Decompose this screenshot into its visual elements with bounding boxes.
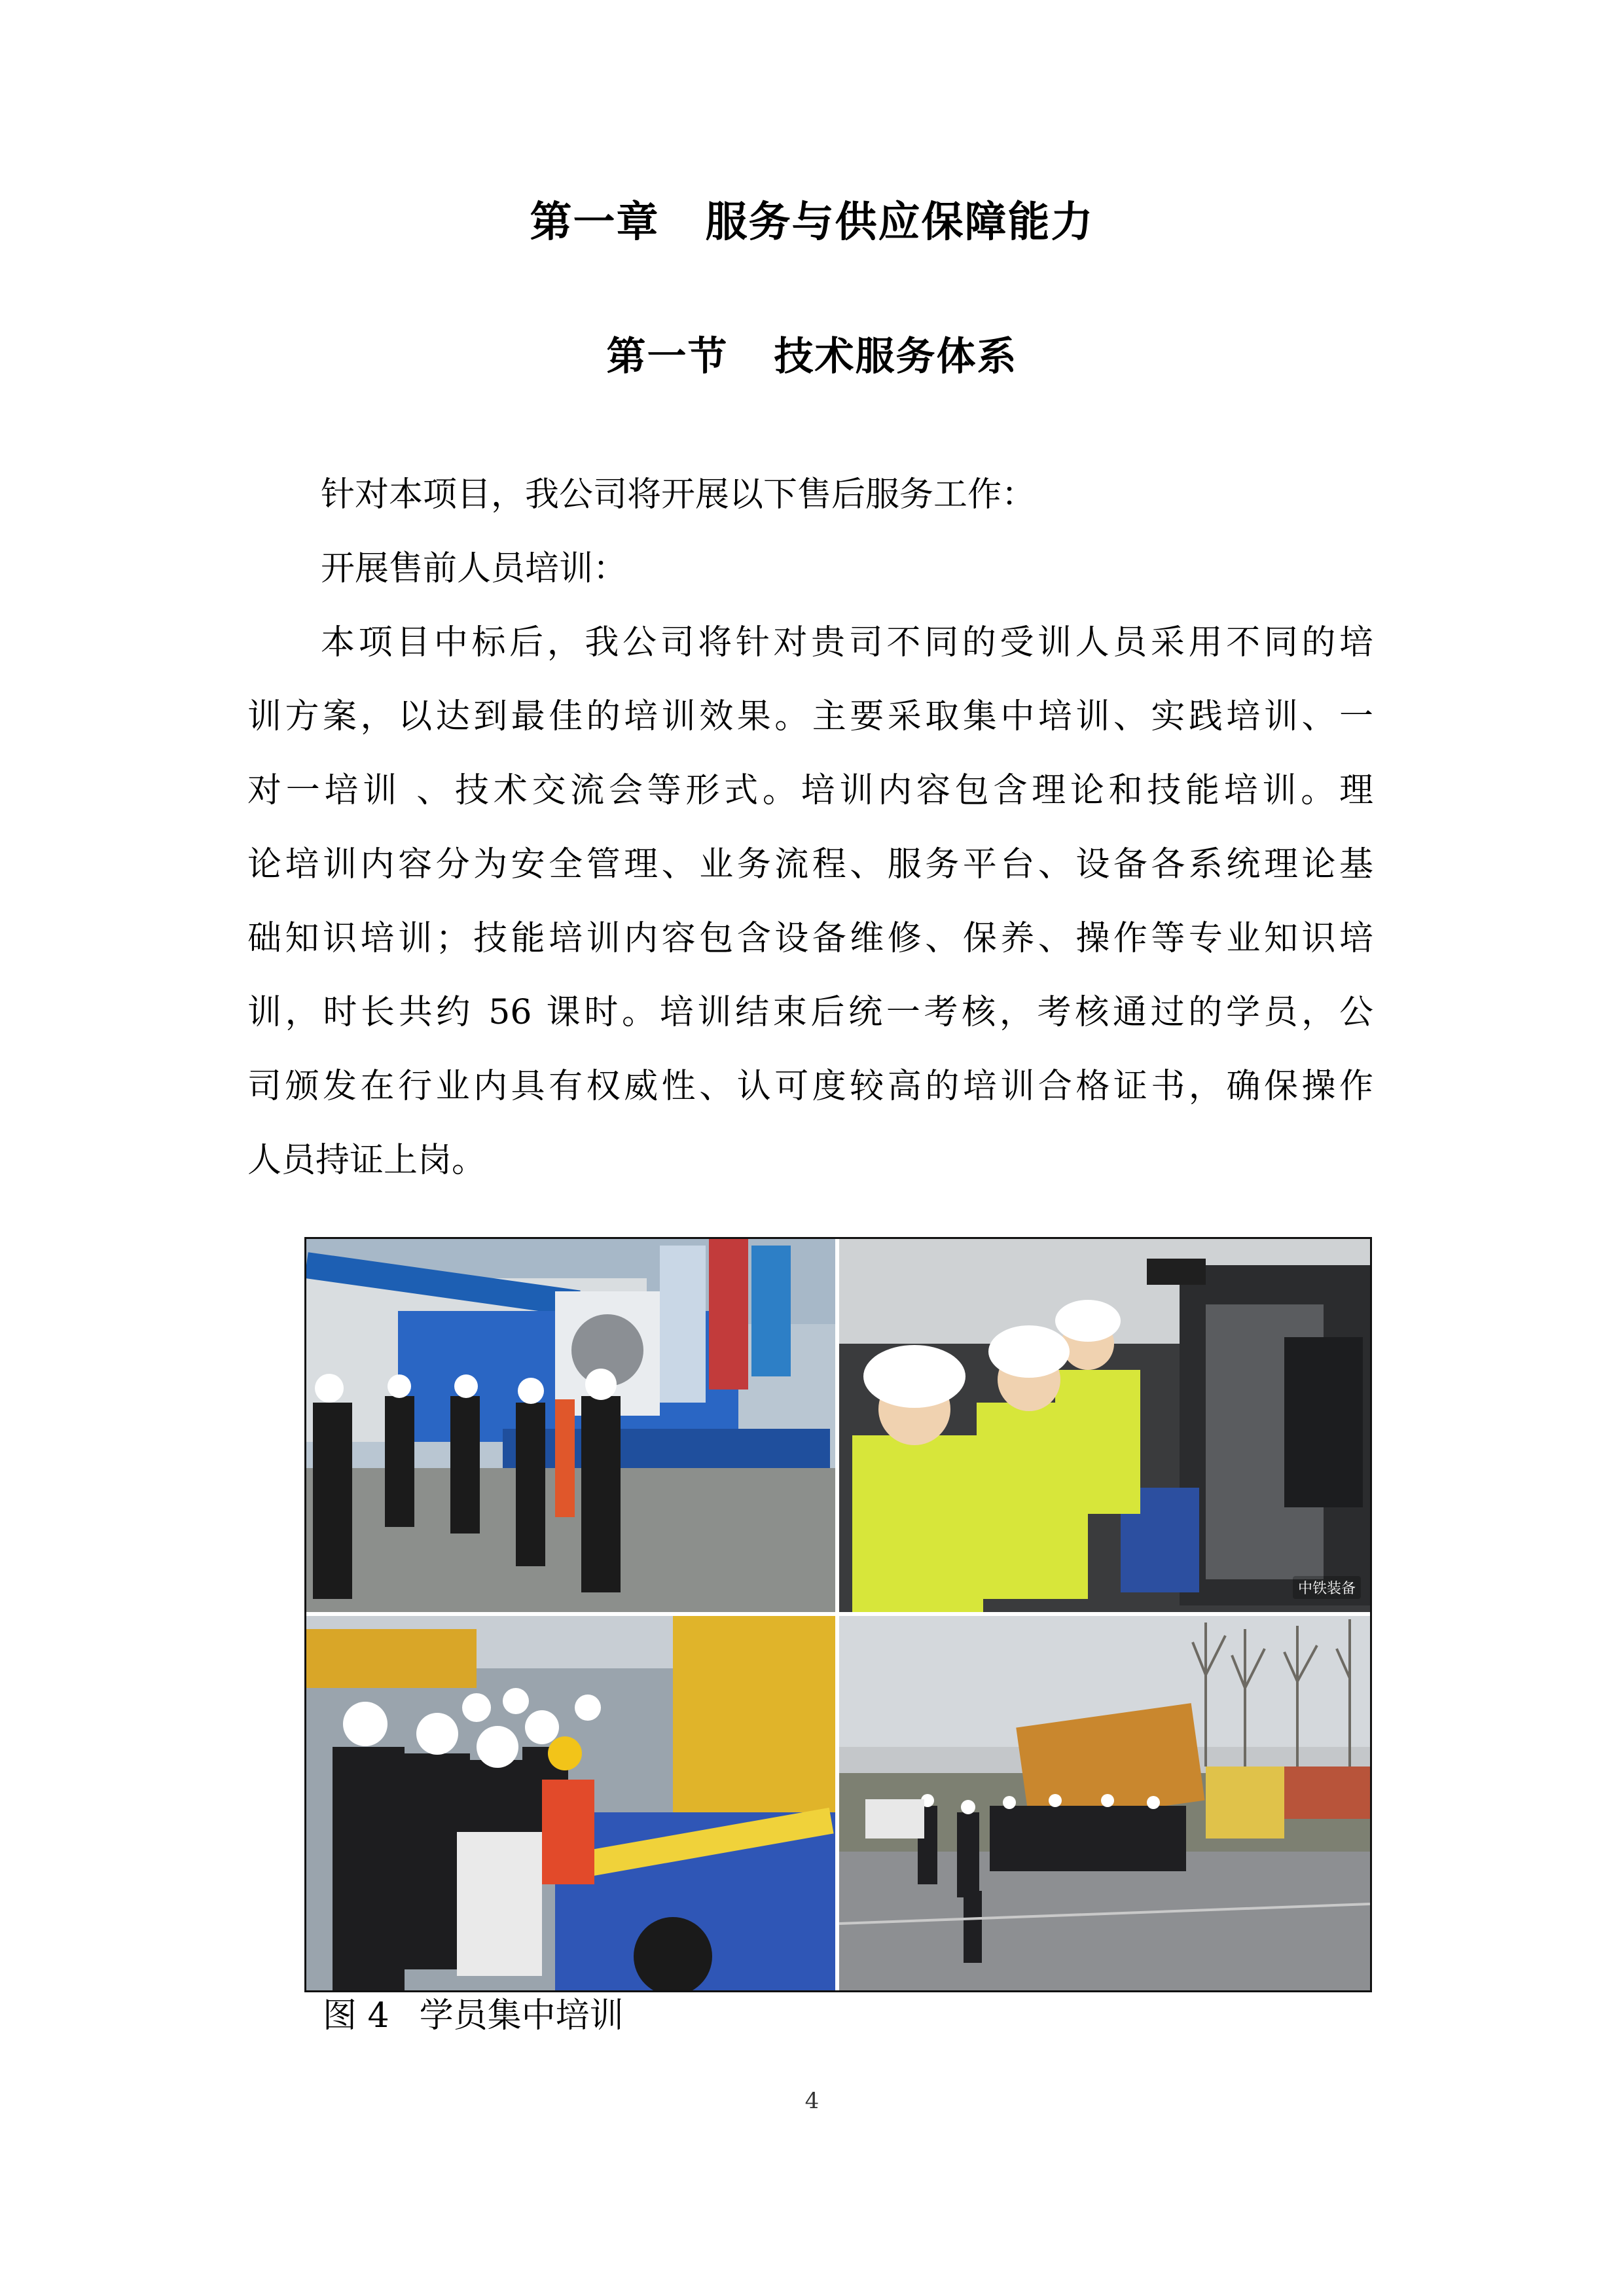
chapter-label: 第一章: [530, 198, 660, 247]
training-photo-grid: [304, 1237, 1372, 1992]
section-heading: 技术服务体系: [774, 334, 1018, 380]
body-line: 司颁发在行业内具有权威性、认可度较高的培训合格证书，确保操作: [247, 1067, 1373, 1106]
body-line: 训方案，以达到最佳的培训效果。主要采取集中培训、实践培训、一: [247, 697, 1373, 736]
section-title: [0, 327, 1624, 386]
figure-caption: [323, 1990, 624, 2042]
photo-watermark: 中铁装备: [1293, 1576, 1361, 1599]
page-number: 4: [804, 2088, 820, 2114]
photo-outdoor-machine-group: [306, 1239, 835, 1612]
chapter-title: [0, 193, 1624, 252]
body-paragraph: [247, 606, 1373, 1198]
figure-caption-text: 学员集中培训: [419, 1996, 624, 2036]
body-line: 础知识培训；技能培训内容包含设备维修、保养、操作等专业知识培: [247, 919, 1373, 958]
intro-paragraph: 针对本项目，我公司将开展以下售后服务工作：: [321, 475, 1036, 514]
body-line: 训，时长共约 56 课时。培训结束后统一考核，考核通过的学员，公: [247, 993, 1373, 1032]
photo-crowd-at-machine: [306, 1616, 835, 1990]
section-label: 第一节: [606, 334, 729, 380]
figure-number: 图 4: [323, 1996, 389, 2036]
training-subheading: 开展售前人员培训：: [321, 549, 628, 588]
body-line: 人员持证上岗。: [247, 1141, 486, 1180]
photo-site-demonstration: [839, 1616, 1370, 1990]
grid-divider: [306, 1612, 1370, 1616]
chapter-heading: 服务与供应保障能力: [705, 198, 1094, 247]
body-line: 论培训内容分为安全管理、业务流程、服务平台、设备各系统理论基: [247, 845, 1373, 884]
body-line: 对一培训 、技术交流会等形式。培训内容包含理论和技能培训。理: [247, 771, 1373, 810]
body-line: 本项目中标后，我公司将针对贵司不同的受训人员采用不同的培: [321, 623, 1373, 662]
photo-technicians-closeup: [839, 1239, 1370, 1612]
